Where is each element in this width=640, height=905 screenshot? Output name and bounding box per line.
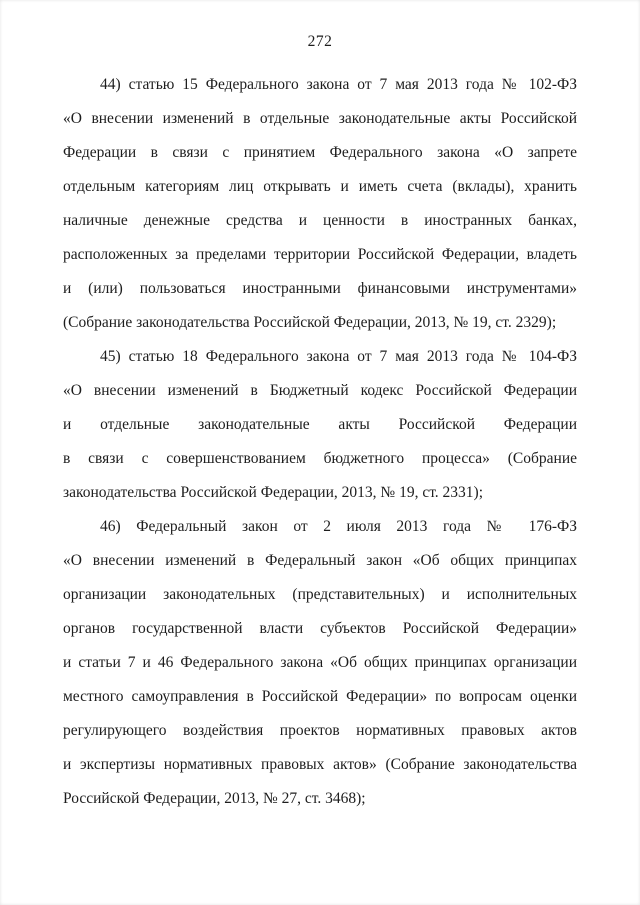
paragraph-item-45	[63, 340, 577, 510]
text-line: Российской Федерации, 2013, № 27, ст. 3468);	[63, 790, 366, 807]
text-line: (Собрание законодательства Российской Федерации, 2013, № 19, ст. 2329);	[63, 314, 557, 331]
paragraph-item-46	[63, 510, 577, 816]
text-line: «О внесении изменений в Бюджетный кодекс Российской Федерации	[63, 382, 577, 399]
text-line: и экспертизы нормативных правовых актов» (Собрание законодательства	[63, 756, 577, 773]
text-line: регулирующего воздействия проектов нормативных правовых актов	[63, 722, 577, 739]
text-line: «О внесении изменений в отдельные законодательные акты Российской	[63, 110, 577, 127]
text-line: и отдельные законодательные акты Российской Федерации	[63, 416, 577, 433]
text-line: организации законодательных (представительных) и исполнительных	[63, 586, 577, 603]
text-line: наличные денежные средства и ценности в иностранных банках,	[63, 212, 577, 229]
text-line: законодательства Российской Федерации, 2013, № 19, ст. 2331);	[63, 484, 484, 501]
text-line: «О внесении изменений в Федеральный закон «Об общих принципах	[63, 552, 577, 569]
page-number: 272	[307, 33, 333, 50]
text-line: и статьи 7 и 46 Федерального закона «Об общих принципах организации	[63, 654, 577, 671]
text-line: 46) Федеральный закон от 2 июля 2013 года № 176-ФЗ	[100, 518, 577, 535]
text-line: Федерации в связи с принятием Федерального закона «О запрете	[63, 144, 577, 161]
text-line: 45) статью 18 Федерального закона от 7 мая 2013 года № 104-ФЗ	[100, 348, 577, 365]
text-line: в связи с совершенствованием бюджетного процесса» (Собрание	[63, 450, 577, 467]
text-line: 44) статью 15 Федерального закона от 7 мая 2013 года № 102-ФЗ	[100, 76, 577, 93]
text-line: органов государственной власти субъектов Российской Федерации»	[63, 620, 577, 637]
text-line: расположенных за пределами территории Российской Федерации, владеть	[63, 246, 577, 263]
paragraph-item-44	[63, 68, 577, 340]
text-line: местного самоуправления в Российской Федерации» по вопросам оценки	[63, 688, 577, 705]
text-line: отдельным категориям лиц открывать и иметь счета (вклады), хранить	[63, 178, 577, 195]
document-body	[63, 68, 577, 816]
text-line: и (или) пользоваться иностранными финансовыми инструментами»	[63, 280, 577, 297]
